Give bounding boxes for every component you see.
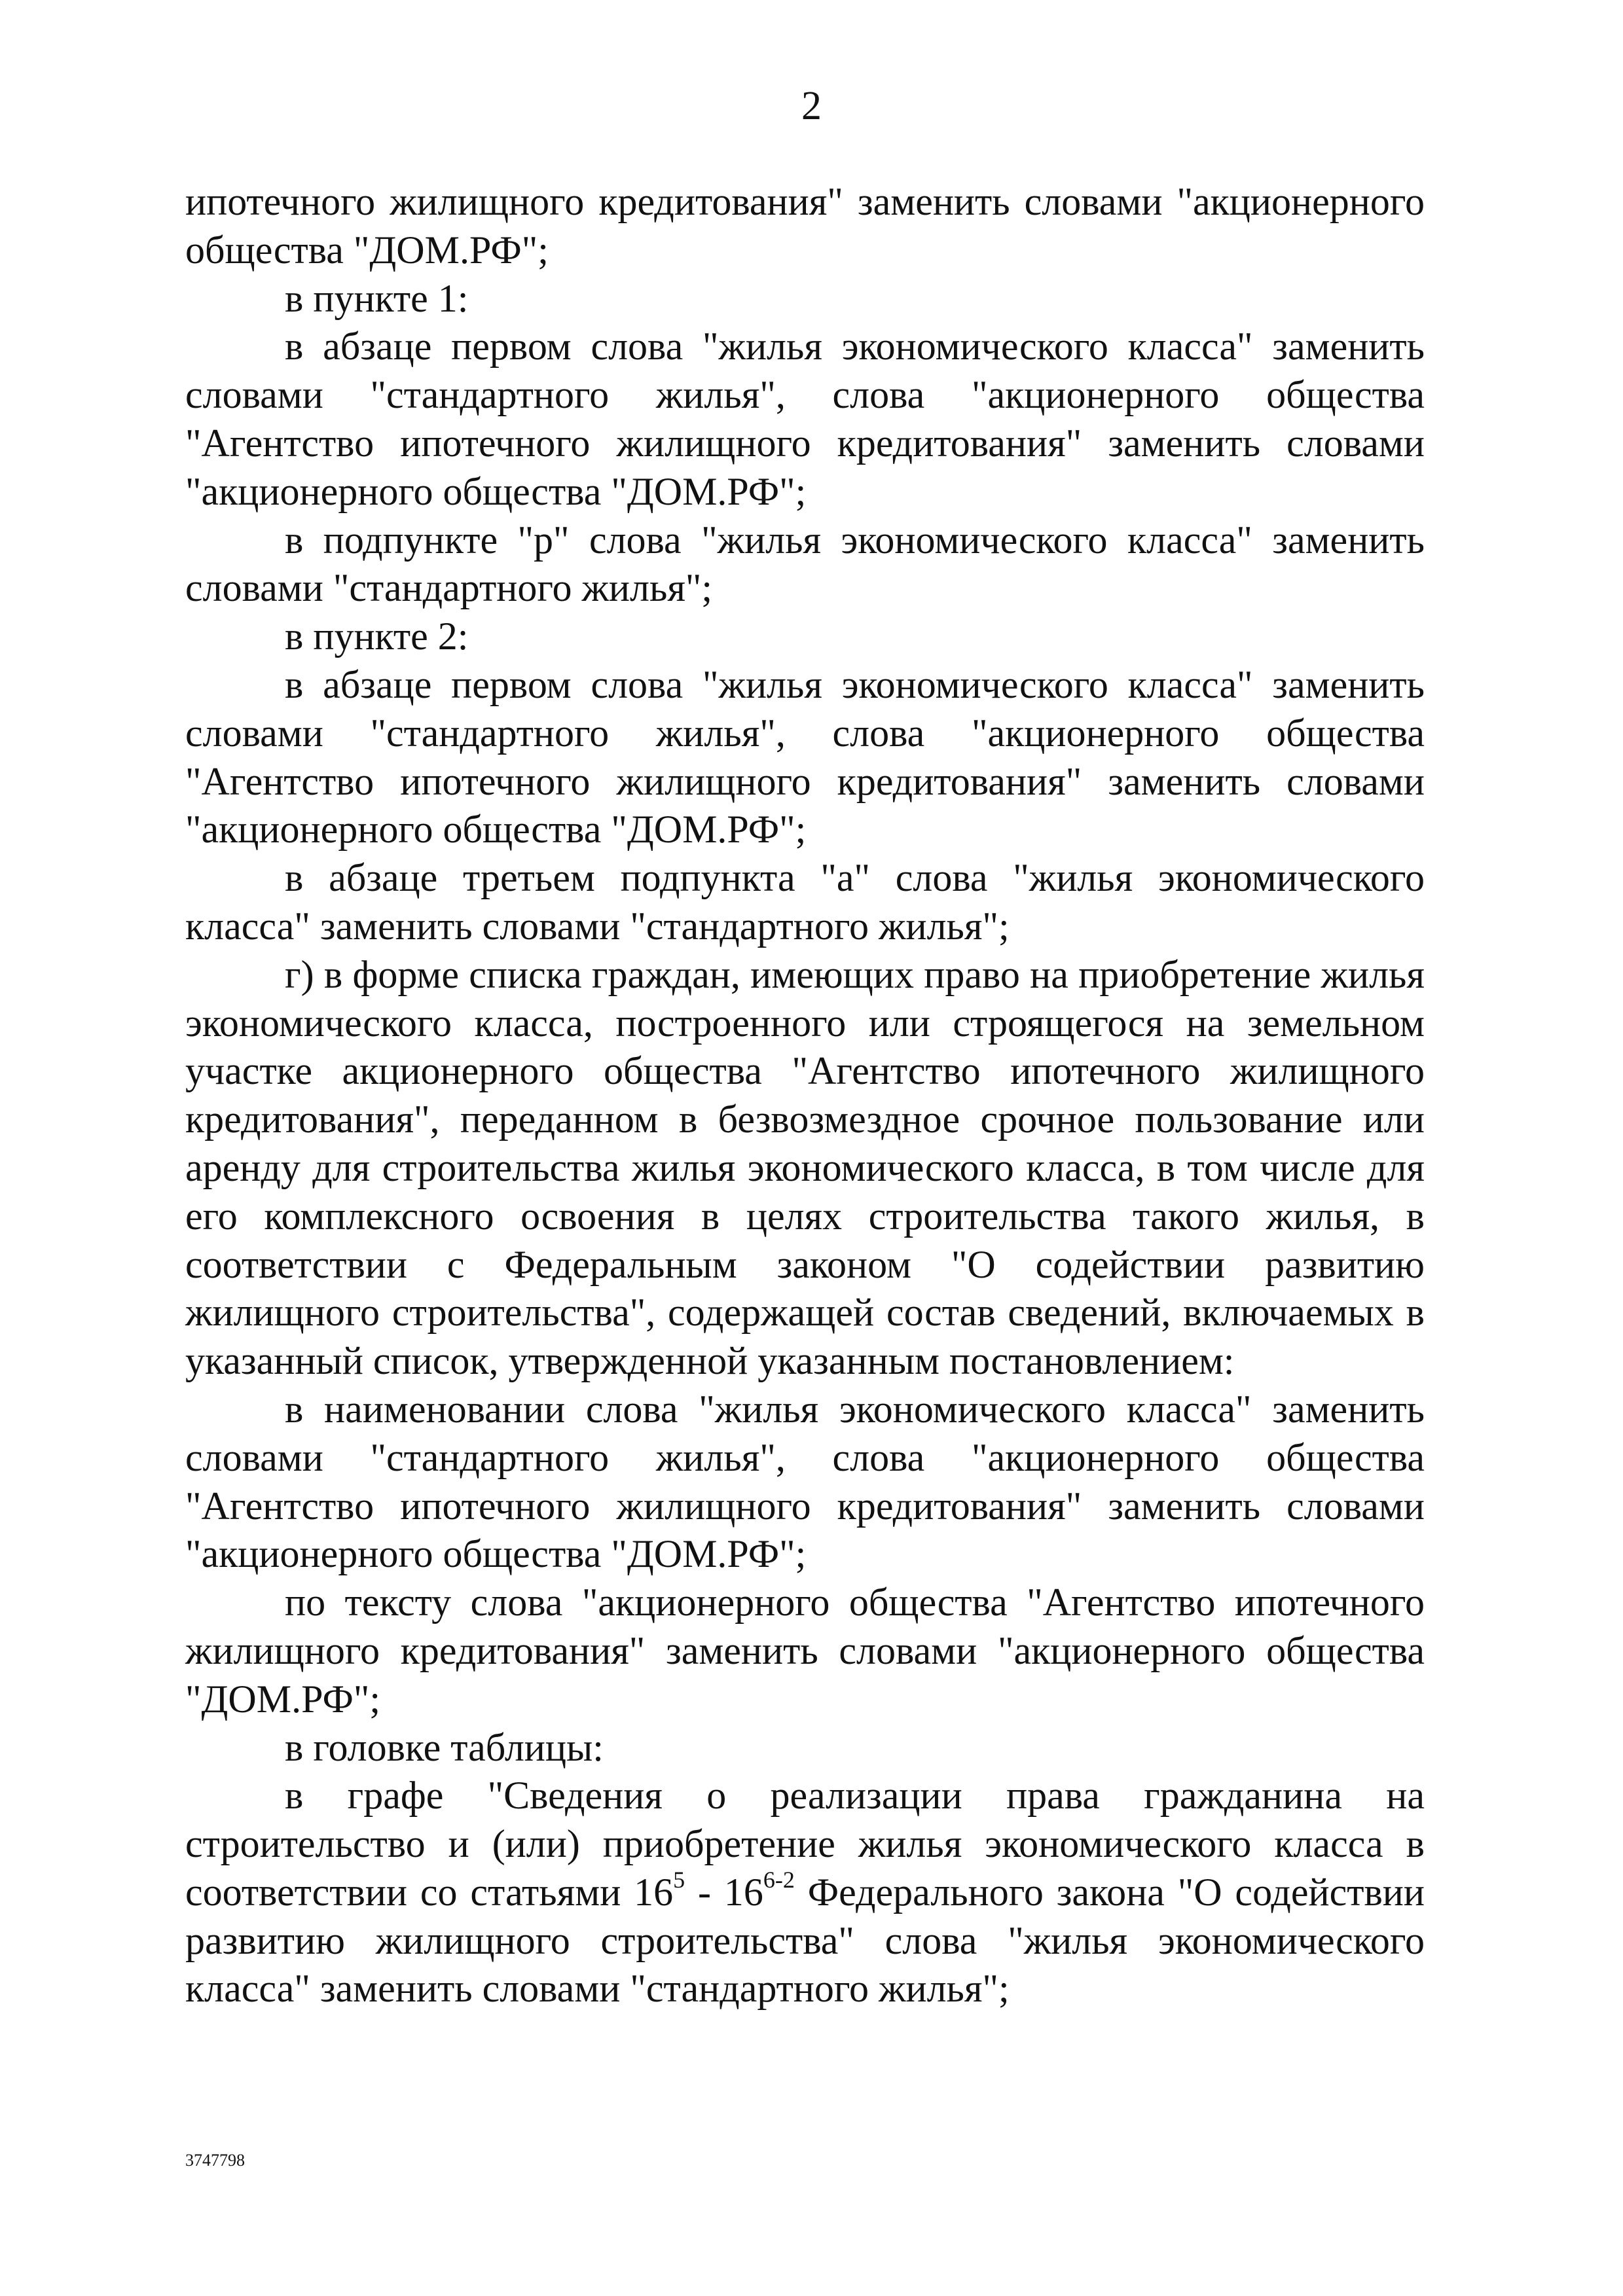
superscript-1: 5 (673, 1866, 685, 1893)
last-paragraph-part-2: - 16 (685, 1870, 763, 1914)
paragraph: в абзаце первом слова "жилья экономического класса" заменить словами "стандартного жилья", слова "акционерного общества "Агентство ипотечного жилищного кредитования" заменить словами "акционерного общества "ДОМ.РФ"; (185, 662, 1425, 852)
paragraph-last (185, 1772, 1425, 2013)
last-paragraph-part-1: в графе "Сведения о реализации права гражданина на строительство и (или) приобретение жилья экономического класса в соответствии со статьями 16 (185, 1774, 1425, 1914)
paragraph: в пункте 2: (285, 615, 469, 658)
paragraph: в пункте 1: (285, 276, 469, 320)
superscript-2: 6-2 (763, 1866, 795, 1893)
paragraph: в наименовании слова "жилья экономического класса" заменить словами "стандартного жилья", слова "акционерного общества "Агентство ипотечного жилищного кредитования" заменить словами "акционерного общества "ДОМ.РФ"; (185, 1387, 1425, 1576)
page-number: 2 (801, 84, 822, 128)
paragraph: в головке таблицы: (285, 1725, 604, 1769)
paragraph: г) в форме списка граждан, имеющих право на приобретение жилья экономического класса, построенного или строящегося на земельном участке акционерного общества "Агентство ипотечного жилищного кредитования", переданном в безвозмездное срочное пользование или аренду для строительства жилья экономического класса, в том числе для его комплексного освоения в целях строительства такого жилья, в соответствии с Федеральным законом "О содействии развитию жилищного строительства", содержащей состав сведений, включаемых в указанный список, утвержденной указанным постановлением: (185, 952, 1425, 1383)
document-body (185, 178, 1425, 2013)
paragraph: в абзаце первом слова "жилья экономического класса" заменить словами "стандартного жилья", слова "акционерного общества "Агентство ипотечного жилищного кредитования" заменить словами "акционерного общества "ДОМ.РФ"; (185, 325, 1425, 513)
paragraph: в подпункте "р" слова "жилья экономического класса" заменить словами "стандартного жилья"; (185, 518, 1425, 610)
last-paragraph-part-3: Федерального закона "О содействии развитию жилищного строительства" слова "жилья экономического класса" заменить словами "стандартного жилья"; (185, 1870, 1425, 2011)
document-id: 3747798 (185, 2151, 245, 2170)
paragraph-continuation: ипотечного жилищного кредитования" заменить словами "акционерного общества "ДОМ.РФ"; (185, 180, 1425, 272)
paragraph: по тексту слова "акционерного общества "Агентство ипотечного жилищного кредитования" заменить словами "акционерного общества "ДОМ.РФ"; (185, 1581, 1425, 1721)
paragraph: в абзаце третьем подпункта "а" слова "жилья экономического класса" заменить словами "стандартного жилья"; (185, 856, 1425, 948)
